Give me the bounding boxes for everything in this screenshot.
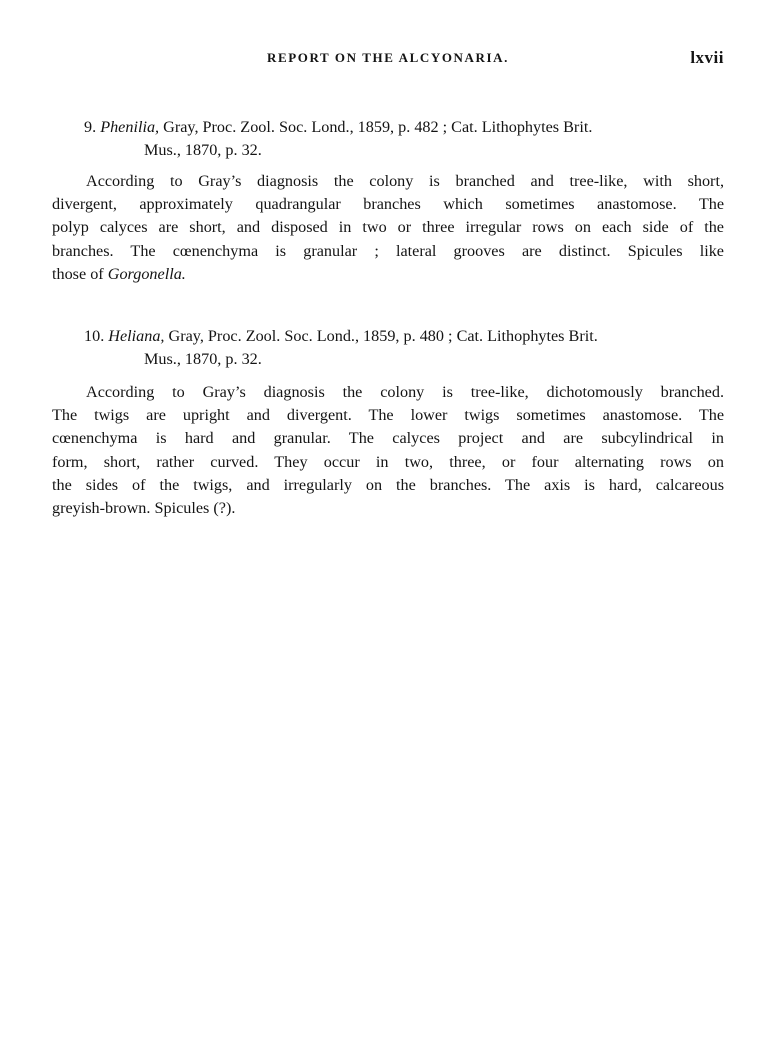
entry-heading-line [52, 116, 724, 139]
entry-heading-heliana [52, 325, 724, 371]
genus-reference: Gorgonella. [107, 264, 186, 283]
paragraph-line [52, 263, 724, 286]
genus-name: Heliana, [108, 327, 165, 345]
entry-heading-phenilia [52, 116, 724, 162]
paragraph-text: those of [52, 264, 104, 283]
entry-paragraph-phenilia [52, 170, 724, 286]
citation-continuation: Mus., 1870, p. 32. [144, 141, 262, 159]
entry-heading-line [52, 325, 724, 348]
citation: Gray, Proc. Zool. Soc. Lond., 1859, p. 482 ; Cat. Lithophytes Brit. [163, 118, 593, 136]
paragraph-line: According to Gray’s diagnosis the colony is branched and tree-like, with short, [86, 172, 724, 190]
paragraph-line: branches. The cœnenchyma is granular ; lateral grooves are distinct. Spicules like [52, 241, 724, 260]
paragraph-line: form, short, rather curved. They occur in two, three, or four alternating rows on [52, 452, 724, 471]
entry-number: 9. [84, 118, 97, 136]
paragraph-line: polyp calyces are short, and disposed in two or three irregular rows on each side of the [52, 218, 724, 237]
genus-name: Phenilia, [100, 118, 160, 136]
citation: Gray, Proc. Zool. Soc. Lond., 1859, p. 480 ; Cat. Lithophytes Brit. [168, 327, 598, 345]
citation-continuation: Mus., 1870, p. 32. [144, 350, 262, 368]
running-title: REPORT ON THE ALCYONARIA. [266, 50, 510, 65]
paragraph-line: greyish-brown. Spicules (?). [52, 499, 236, 518]
paragraph-line: According to Gray’s diagnosis the colony is tree-like, dichotomously branched. [86, 383, 724, 401]
page-number: lxvii [690, 48, 724, 67]
paragraph-line: the sides of the twigs, and irregularly on the branches. The axis is hard, calcareous [52, 475, 724, 494]
entry-number: 10. [84, 327, 105, 345]
paragraph-line: cœnenchyma is hard and granular. The calyces project and are subcylindrical in [52, 429, 724, 448]
paragraph-line: The twigs are upright and divergent. The lower twigs sometimes anastomose. The [52, 406, 724, 425]
paragraph-line: divergent, approximately quadrangular branches which sometimes anastomose. The [52, 195, 724, 214]
entry-paragraph-heliana [52, 381, 724, 520]
running-head [52, 48, 724, 70]
